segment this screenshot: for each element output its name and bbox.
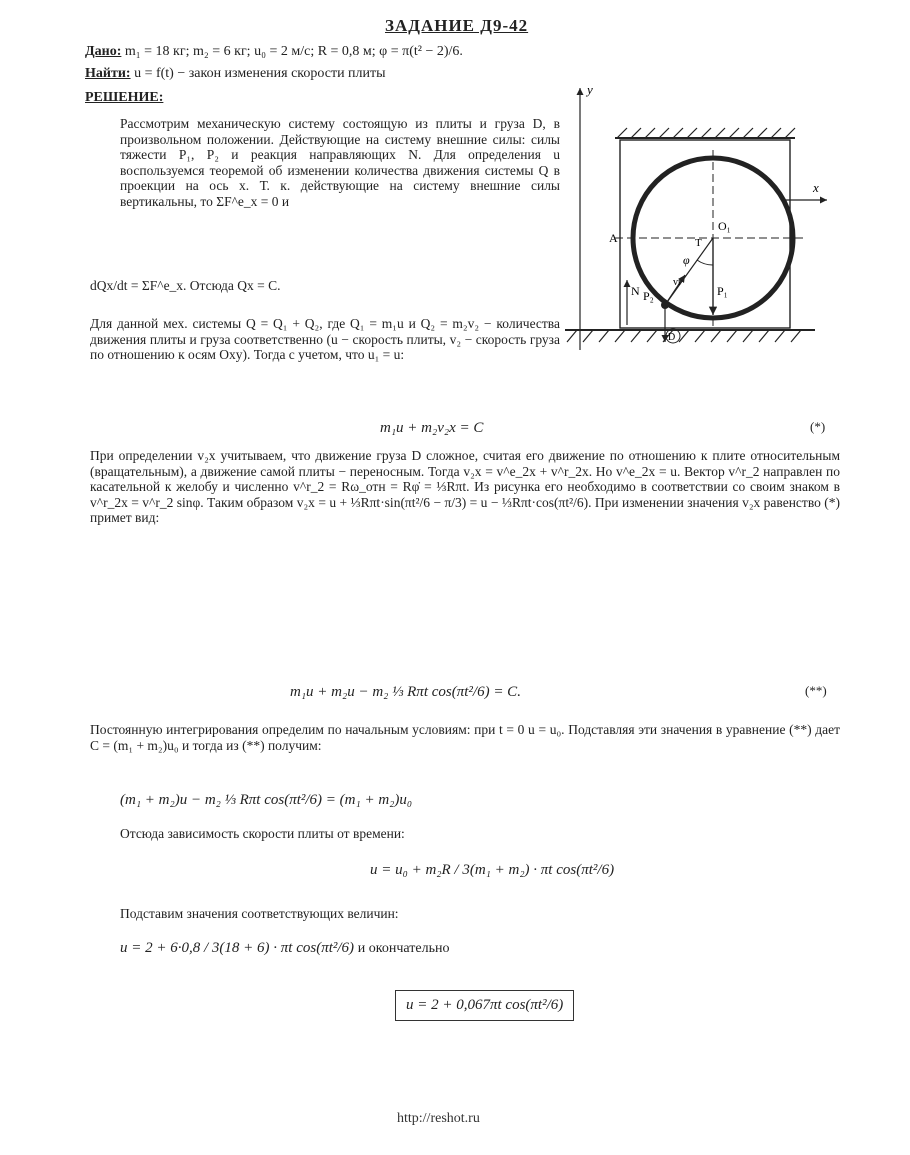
equation-2-number: (**) <box>805 683 827 698</box>
paragraph-2: dQx/dt = ΣF^e_x. Отсюда Qx = C. <box>90 278 281 293</box>
paragraph-7: Подставим значения соответствующих величин: <box>120 906 399 921</box>
find-text: u = f(t) − закон изменения скорости плиты <box>134 66 386 81</box>
equation-1: m₁u + m₂v₂x = C <box>380 420 484 436</box>
equation-5-line <box>120 940 449 957</box>
reaction-n-label: N <box>631 284 640 298</box>
equation-3: (m₁ + m₂)u − m₂ ⅓ Rπt cos(πt²/6) = (m₁ + m₂)u₀ <box>120 792 413 808</box>
t-label: T <box>695 237 702 249</box>
angle-label: φ <box>683 253 690 267</box>
solution-heading: РЕШЕНИЕ: <box>85 90 164 105</box>
force-p1-label: P₁ <box>717 284 728 298</box>
point-d-label: D <box>668 332 676 343</box>
footer-link: http://reshot.ru <box>397 1111 480 1126</box>
equation-4: u = u₀ + m₂R / 3(m₁ + m₂) · πt cos(πt²/6) <box>370 862 615 878</box>
given-line <box>85 44 463 60</box>
find-label: Найти: <box>85 66 131 81</box>
page-title: ЗАДАНИЕ Д9-42 <box>385 16 529 35</box>
equation-2: m₁u + m₂u − m₂ ⅓ Rπt cos(πt²/6) = C. <box>290 684 521 700</box>
angle-arc <box>697 260 713 265</box>
paragraph-4: При определении v₂x учитываем, что движение груза D сложное, считая его движение по отношению к плите относительным (вращательным), а движение самой плиты − переносным. Тогда v₂x = v^e_2x + v^r_2x. Но v^e_2x = u. Вектор v^r_2 направлен по касательной к желобу и численно v^r_2 = Rω_отн = Rφ̇ = ⅓Rπt. Из рисунка его необходимо в соответствии со своим знаком в v^r_2x = v^r_2 sinφ. Таким образом v₂x = u + ⅓Rπt·sin(πt²/6 − π/3) = u − ⅓Rπt·cos(πt²/6). При изменении значения v₂x равенство (*) примет вид: <box>90 448 840 526</box>
paragraph-1: Рассмотрим механическую систему состоящую из плиты и груза D, в произвольном положении. Действующие на систему внешние силы: силы тяжести P₁, P₂ и реакция направляющих N. Для определения u воспользуемся теоремой об изменении количества движения системы Q в проекции на ось x. Т. к. действующие на систему внешние силы вертикальны, то ΣF^e_x = 0 и <box>120 116 560 209</box>
equation-1-number: (*) <box>810 419 826 434</box>
given-text: m₁ = 18 кг; m₂ = 6 кг; u₀ = 2 м/с; R = 0,8 м; φ = π(t² − 2)/6. <box>124 44 463 59</box>
find-line <box>85 66 386 82</box>
point-a-label: A <box>609 231 618 245</box>
x-axis-label: x <box>813 180 819 195</box>
given-label: Дано: <box>85 44 122 59</box>
force-p2-label: P₂ <box>643 289 654 303</box>
equation-5-tail: и окончательно <box>357 941 450 956</box>
center-label: O₁ <box>718 219 731 233</box>
velocity-label: vr <box>673 277 682 288</box>
top-support-hatching <box>617 128 795 138</box>
mechanism-figure <box>565 80 835 360</box>
paragraph-6: Отсюда зависимость скорости плиты от времени: <box>120 826 405 841</box>
y-axis-label: y <box>587 82 593 97</box>
paragraph-5: Постоянную интегрирования определим по начальным условиям: при t = 0 u = u₀. Подставляя эти значения в уравнение (**) дает C = (m₁ + m₂)u₀ и тогда из (**) получим: <box>90 722 840 753</box>
bottom-support-hatching <box>567 330 801 342</box>
final-answer-box: u = 2 + 0,067πt cos(πt²/6) <box>395 990 574 1021</box>
equation-5: u = 2 + 6·0,8 / 3(18 + 6) · πt cos(πt²/6) <box>120 940 355 956</box>
paragraph-3: Для данной мех. системы Q = Q₁ + Q₂, где Q₁ = m₁u и Q₂ = m₂v₂ − количества движения плиты и груза соответственно (u − скорость плиты, v₂ − скорость груза по отношению к осям Oxy). Тогда с учетом, что u₁ = u: <box>90 316 560 363</box>
